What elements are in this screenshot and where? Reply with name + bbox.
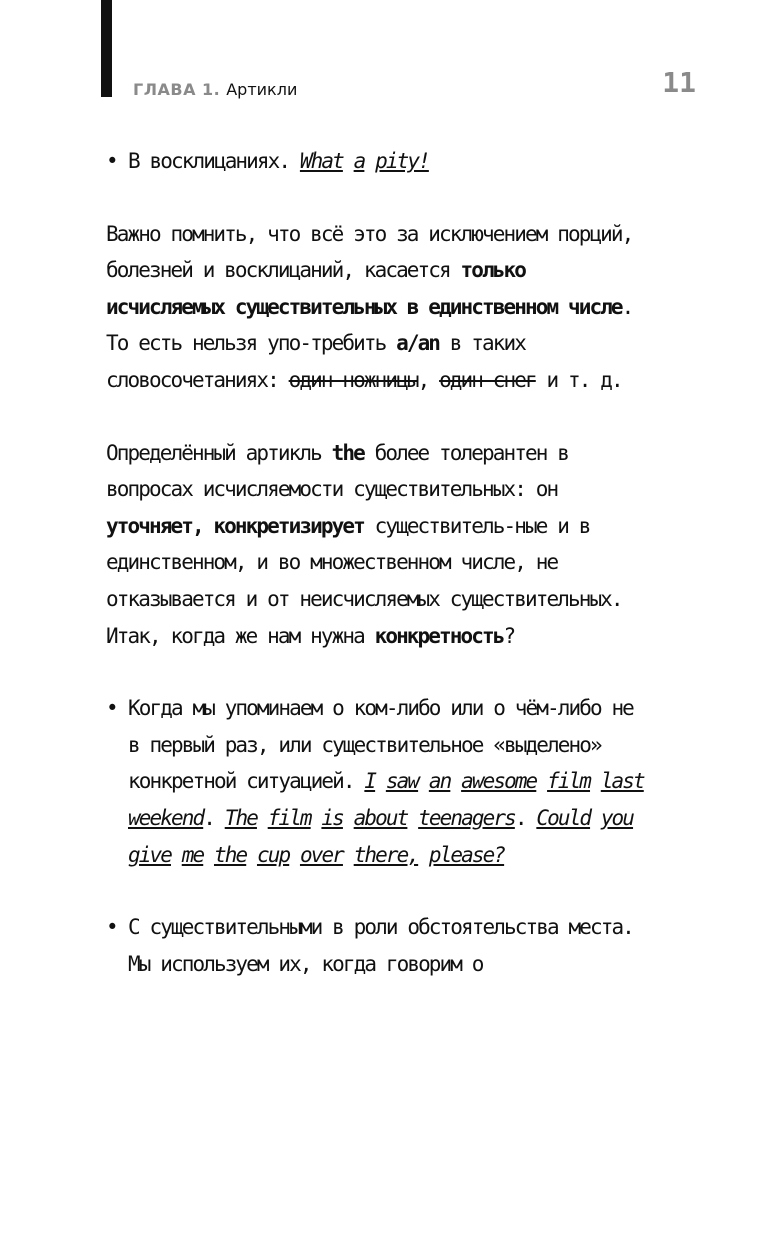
bold-term: уточняет, конкретизирует (106, 513, 364, 538)
example-word: The (224, 805, 257, 830)
chapter-marker-bar (101, 0, 112, 97)
example-word: teenagers (418, 805, 515, 830)
text-run: Определённый артикль (106, 440, 332, 465)
example-word: Could (536, 805, 591, 830)
example-word: about (353, 805, 408, 830)
bullet-exclamations (106, 143, 646, 180)
text-run: в таких словосочетаниях: (106, 331, 526, 392)
text-run: Важно помнить, что всё это за исключением порций, болезней и восклицаний, касается (106, 221, 633, 283)
bold-term: the (331, 440, 364, 465)
example-word: awesome (461, 769, 537, 794)
bold-term: только исчисляемых существительных в единственном числе (106, 258, 622, 319)
text-run: существитель-ные и в единственном, и во множественном числе, не отказывается и от неисчисляемых существительных. Итак, когда же нам нужна (106, 513, 622, 648)
text-run: более толерантен в вопросах исчисляемости существительных: он (106, 440, 568, 502)
bullet-place-adverbials (106, 909, 646, 982)
bold-term: a/an (396, 331, 440, 356)
chapter-label: ГЛАВА 1. (133, 80, 221, 99)
example-word: over (299, 842, 343, 867)
example-word: a (353, 149, 365, 173)
example-word: last (600, 769, 644, 794)
running-header (133, 80, 297, 99)
example-word: you (600, 805, 634, 830)
section-title: Артикли (226, 80, 298, 99)
example-word: What (299, 149, 343, 173)
example-word: the (213, 842, 247, 867)
bullet-text: С существительными в роли обстоятельства места. Мы используем их, когда говорим о (128, 915, 633, 976)
text-run: ? (503, 623, 515, 648)
example-word: weekend (128, 805, 204, 830)
bold-term: конкретность (374, 623, 504, 648)
example-word: film (267, 805, 311, 830)
example-word: there, (353, 842, 419, 867)
example-word: saw (385, 769, 419, 794)
page-body (106, 143, 646, 982)
paragraph-countable (106, 216, 646, 399)
example-word: please? (428, 842, 505, 867)
text-run: , (417, 367, 440, 392)
struck-phrase: один ножницы (288, 367, 418, 392)
example-word: give (128, 842, 171, 867)
page-number: 11 (662, 66, 696, 99)
example-word: I (364, 769, 376, 794)
struck-phrase: один снег (439, 367, 536, 392)
example-word: cup (256, 842, 290, 867)
bullet-text: Когда мы упоминаем о ком-либо или о чём-либо не в первый раз, или существительное «выделено» конкретной ситуацией. (128, 696, 633, 794)
bullet-repeated-mention: • Когда мы упоминаем о ком-либо или о чём-либо не в первый раз, или существительное «выделено» конкретной ситуацией. I saw an awesome film last weekend. The film is about teenagers. Could you give me the cup over there, please? (106, 690, 646, 873)
example-word: an (428, 769, 451, 794)
example-word: film (547, 769, 591, 794)
text-run: и т. д. (535, 367, 622, 392)
example-word: pity! (375, 149, 429, 173)
text-run: . То есть нельзя упо-требить (106, 294, 633, 356)
example-word: me (181, 842, 204, 867)
example-word: is (321, 805, 343, 830)
bullet-text: В восклицаниях. (128, 149, 290, 173)
paragraph-definite-article (106, 435, 646, 655)
